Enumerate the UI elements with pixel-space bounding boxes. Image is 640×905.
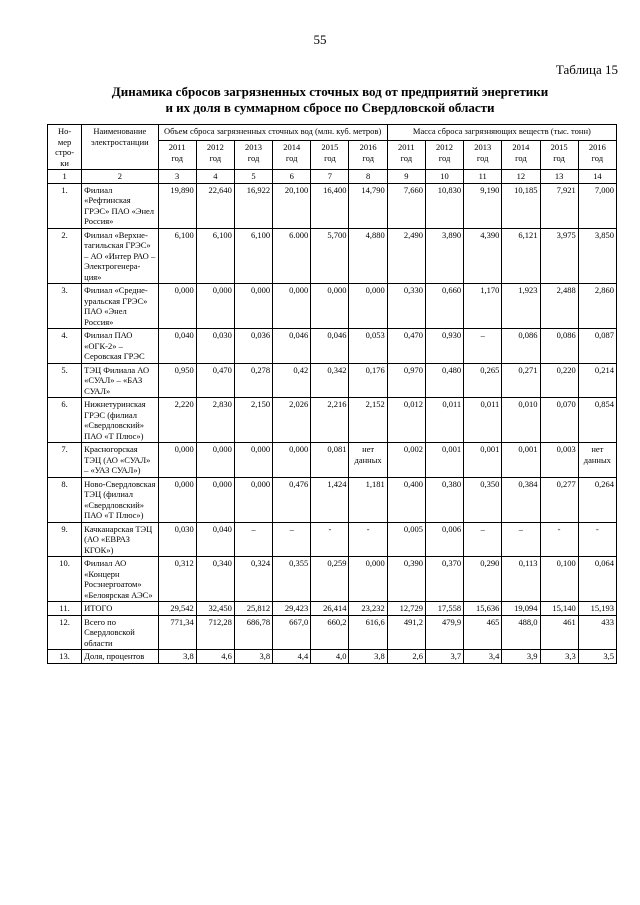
value-cell: 0,036	[234, 329, 272, 364]
value-cell: 4,0	[311, 650, 349, 664]
value-cell: 0,000	[158, 284, 196, 329]
value-cell: 0,324	[234, 557, 272, 602]
station-name: Филиал «Верхне-тагильская ГРЭС» – АО «Интер РАО – Электрогенера-ция»	[82, 228, 158, 284]
value-cell: 0,000	[273, 443, 311, 478]
value-cell: 465	[464, 615, 502, 650]
column-index-row	[48, 170, 617, 184]
value-cell: 0,277	[540, 477, 578, 522]
value-cell: 7,921	[540, 183, 578, 228]
column-index: 13	[540, 170, 578, 184]
station-name: ТЭЦ Филиала АО «СУАЛ» – «БАЗ СУАЛ»	[82, 363, 158, 398]
column-index: 11	[464, 170, 502, 184]
value-cell: 0,278	[234, 363, 272, 398]
value-cell: 0,384	[502, 477, 540, 522]
station-name: Ново-Свердловская ТЭЦ (филиал «Свердловский» ПАО «Т Плюс»)	[82, 477, 158, 522]
row-number: 2.	[48, 228, 82, 284]
value-cell: 0,030	[196, 329, 234, 364]
value-cell: 0,42	[273, 363, 311, 398]
value-cell: 0,010	[502, 398, 540, 443]
value-cell: 488,0	[502, 615, 540, 650]
header-year: 2015 год	[540, 141, 578, 170]
value-cell: 0,001	[425, 443, 463, 478]
value-cell: 6.000	[273, 228, 311, 284]
table-row	[48, 615, 617, 650]
value-cell: -	[540, 522, 578, 557]
value-cell: 0,000	[234, 443, 272, 478]
value-cell: 3,7	[425, 650, 463, 664]
value-cell: 0,070	[540, 398, 578, 443]
station-name: Филиал ПАО «ОГК-2» – Серовская ГРЭС	[82, 329, 158, 364]
value-cell: 0,355	[273, 557, 311, 602]
value-cell: 1,424	[311, 477, 349, 522]
station-name: Доля, процентов	[82, 650, 158, 664]
page-number: 55	[313, 32, 327, 47]
header-year: 2016 год	[578, 141, 616, 170]
value-cell: 15,140	[540, 602, 578, 616]
station-name: Филиал «Рефтинская ГРЭС» ПАО «Энел Россия»	[82, 183, 158, 228]
column-index: 8	[349, 170, 387, 184]
row-number: 10.	[48, 557, 82, 602]
column-index: 12	[502, 170, 540, 184]
value-cell: 0,086	[502, 329, 540, 364]
value-cell: –	[234, 522, 272, 557]
column-index: 2	[82, 170, 158, 184]
table-row	[48, 650, 617, 664]
value-cell: -	[311, 522, 349, 557]
table-title	[40, 84, 620, 116]
value-cell: 0,265	[464, 363, 502, 398]
value-cell: 29,542	[158, 602, 196, 616]
table-row	[48, 228, 617, 284]
value-cell: 22,640	[196, 183, 234, 228]
row-number: 13.	[48, 650, 82, 664]
value-cell: 0,011	[464, 398, 502, 443]
value-cell: –	[502, 522, 540, 557]
value-cell: 2,6	[387, 650, 425, 664]
value-cell: 0,064	[578, 557, 616, 602]
value-cell: 461	[540, 615, 578, 650]
value-cell: –	[464, 522, 502, 557]
value-cell: 6,100	[158, 228, 196, 284]
value-cell: 479,9	[425, 615, 463, 650]
value-cell: -	[578, 522, 616, 557]
value-cell: 3,890	[425, 228, 463, 284]
header-year: 2011 год	[387, 141, 425, 170]
station-name: ИТОГО	[82, 602, 158, 616]
value-cell: 433	[578, 615, 616, 650]
value-cell: 19,890	[158, 183, 196, 228]
table-row	[48, 602, 617, 616]
value-cell: 0,002	[387, 443, 425, 478]
value-cell: 15,193	[578, 602, 616, 616]
row-number: 7.	[48, 443, 82, 478]
value-cell: 0,350	[464, 477, 502, 522]
header-year: 2013 год	[234, 141, 272, 170]
value-cell: 0,000	[349, 557, 387, 602]
value-cell: 26,414	[311, 602, 349, 616]
table-row	[48, 398, 617, 443]
table-row	[48, 443, 617, 478]
value-cell: 2,152	[349, 398, 387, 443]
value-cell: 0,390	[387, 557, 425, 602]
value-cell: 6,100	[234, 228, 272, 284]
value-cell: 0,030	[158, 522, 196, 557]
value-cell: 0,046	[273, 329, 311, 364]
table-row	[48, 522, 617, 557]
value-cell: 0,400	[387, 477, 425, 522]
emissions-table	[47, 124, 617, 664]
value-cell: 0,001	[464, 443, 502, 478]
value-cell: 0,000	[196, 284, 234, 329]
value-cell: 616,6	[349, 615, 387, 650]
column-index: 4	[196, 170, 234, 184]
value-cell: 1,170	[464, 284, 502, 329]
value-cell: 3,9	[502, 650, 540, 664]
value-cell: 0,854	[578, 398, 616, 443]
value-cell: 3,5	[578, 650, 616, 664]
column-index: 9	[387, 170, 425, 184]
value-cell: 4,4	[273, 650, 311, 664]
value-cell: 0,950	[158, 363, 196, 398]
value-cell: 0,470	[196, 363, 234, 398]
value-cell: 29,423	[273, 602, 311, 616]
value-cell: 14,790	[349, 183, 387, 228]
value-cell: 0,012	[387, 398, 425, 443]
column-index: 1	[48, 170, 82, 184]
table-row	[48, 477, 617, 522]
row-number: 6.	[48, 398, 82, 443]
value-cell: 3,3	[540, 650, 578, 664]
value-cell: 0,312	[158, 557, 196, 602]
value-cell: 0,970	[387, 363, 425, 398]
value-cell: 2,216	[311, 398, 349, 443]
value-cell: 17,558	[425, 602, 463, 616]
row-number: 9.	[48, 522, 82, 557]
value-cell: 0,470	[387, 329, 425, 364]
value-cell: 0,264	[578, 477, 616, 522]
value-cell: 1,923	[502, 284, 540, 329]
value-cell: 0,087	[578, 329, 616, 364]
value-cell: 16,922	[234, 183, 272, 228]
value-cell: 0,000	[158, 477, 196, 522]
value-cell: 0,480	[425, 363, 463, 398]
value-cell: 0,290	[464, 557, 502, 602]
value-cell: 0,930	[425, 329, 463, 364]
row-number: 3.	[48, 284, 82, 329]
value-cell: нет данных	[349, 443, 387, 478]
value-cell: 0,176	[349, 363, 387, 398]
value-cell: 1,181	[349, 477, 387, 522]
value-cell: 0,006	[425, 522, 463, 557]
value-cell: 491,2	[387, 615, 425, 650]
value-cell: 3,8	[234, 650, 272, 664]
value-cell: 7,660	[387, 183, 425, 228]
value-cell: 0,003	[540, 443, 578, 478]
value-cell: 0,380	[425, 477, 463, 522]
column-index: 3	[158, 170, 196, 184]
station-name: Филиал «Средне-уральская ГРЭС» ПАО «Энел Россия»	[82, 284, 158, 329]
value-cell: –	[464, 329, 502, 364]
title-line-1: Динамика сбросов загрязненных сточных вод от предприятий энергетики	[111, 84, 549, 99]
value-cell: 2,490	[387, 228, 425, 284]
column-index: 7	[311, 170, 349, 184]
row-number: 1.	[48, 183, 82, 228]
station-name: Качканарская ТЭЦ (АО «ЕВРАЗ КГОК»)	[82, 522, 158, 557]
value-cell: 3,975	[540, 228, 578, 284]
header-station-name: Наименование электростанции	[82, 125, 158, 170]
header-year: 2011 год	[158, 141, 196, 170]
value-cell: 16,400	[311, 183, 349, 228]
value-cell: -	[349, 522, 387, 557]
station-name: Нижнетуринская ГРЭС (филиал «Свердловский» ПАО «Т Плюс»)	[82, 398, 158, 443]
value-cell: 6,100	[196, 228, 234, 284]
column-index: 5	[234, 170, 272, 184]
header-year: 2015 год	[311, 141, 349, 170]
value-cell: 0,113	[502, 557, 540, 602]
value-cell: 10,830	[425, 183, 463, 228]
column-index: 10	[425, 170, 463, 184]
value-cell: 0,000	[196, 443, 234, 478]
value-cell: 0,259	[311, 557, 349, 602]
column-index: 6	[273, 170, 311, 184]
station-name: Всего по Свердловской области	[82, 615, 158, 650]
value-cell: нет данных	[578, 443, 616, 478]
header-year: 2014 год	[273, 141, 311, 170]
header-row	[48, 125, 617, 141]
table-label: Таблица 15	[555, 62, 618, 77]
row-number: 8.	[48, 477, 82, 522]
value-cell: 686,78	[234, 615, 272, 650]
row-number: 12.	[48, 615, 82, 650]
value-cell: 0,000	[273, 284, 311, 329]
value-cell: 0,011	[425, 398, 463, 443]
header-year: 2012 год	[196, 141, 234, 170]
value-cell: 3,4	[464, 650, 502, 664]
value-cell: 25,812	[234, 602, 272, 616]
value-cell: 2,220	[158, 398, 196, 443]
value-cell: 5,700	[311, 228, 349, 284]
value-cell: 2,830	[196, 398, 234, 443]
value-cell: 0,330	[387, 284, 425, 329]
value-cell: 4,6	[196, 650, 234, 664]
value-cell: 12,729	[387, 602, 425, 616]
value-cell: 0,000	[196, 477, 234, 522]
value-cell: 23,232	[349, 602, 387, 616]
row-number: 11.	[48, 602, 82, 616]
value-cell: 0,005	[387, 522, 425, 557]
value-cell: 3,850	[578, 228, 616, 284]
value-cell: 32,450	[196, 602, 234, 616]
value-cell: 0,046	[311, 329, 349, 364]
value-cell: 0,100	[540, 557, 578, 602]
title-line-2: и их доля в суммарном сбросе по Свердловской области	[165, 100, 495, 115]
header-year: 2014 год	[502, 141, 540, 170]
value-cell: 0,001	[502, 443, 540, 478]
table-row	[48, 284, 617, 329]
value-cell: 0,040	[196, 522, 234, 557]
value-cell: 0,040	[158, 329, 196, 364]
value-cell: 0,053	[349, 329, 387, 364]
station-name: Красногорская ТЭЦ (АО «СУАЛ» – «УАЗ СУАЛ»)	[82, 443, 158, 478]
value-cell: 0,000	[349, 284, 387, 329]
table-row	[48, 557, 617, 602]
value-cell: 3,8	[349, 650, 387, 664]
row-number: 4.	[48, 329, 82, 364]
value-cell: 0,370	[425, 557, 463, 602]
value-cell: 0,000	[234, 284, 272, 329]
value-cell: 19,094	[502, 602, 540, 616]
header-mass: Масса сброса загрязняющих веществ (тыс. тонн)	[387, 125, 616, 141]
value-cell: 0,220	[540, 363, 578, 398]
value-cell: 2,860	[578, 284, 616, 329]
header-year: 2016 год	[349, 141, 387, 170]
value-cell: 0,476	[273, 477, 311, 522]
value-cell: 0,214	[578, 363, 616, 398]
value-cell: 0,086	[540, 329, 578, 364]
value-cell: 2,488	[540, 284, 578, 329]
station-name: Филиал АО «Концерн Росэнергоатом» «Белоярская АЭС»	[82, 557, 158, 602]
header-year: 2013 год	[464, 141, 502, 170]
value-cell: 4,880	[349, 228, 387, 284]
value-cell: 0,342	[311, 363, 349, 398]
table-row	[48, 183, 617, 228]
value-cell: 2,150	[234, 398, 272, 443]
value-cell: 10,185	[502, 183, 540, 228]
value-cell: 0,340	[196, 557, 234, 602]
table-row	[48, 329, 617, 364]
value-cell: 0,660	[425, 284, 463, 329]
value-cell: 0,081	[311, 443, 349, 478]
header-row-number: Но- мер стро- ки	[48, 125, 82, 170]
value-cell: 20,100	[273, 183, 311, 228]
value-cell: 0,000	[158, 443, 196, 478]
value-cell: –	[273, 522, 311, 557]
value-cell: 0,000	[311, 284, 349, 329]
value-cell: 667,0	[273, 615, 311, 650]
value-cell: 3,8	[158, 650, 196, 664]
table-row	[48, 363, 617, 398]
column-index: 14	[578, 170, 616, 184]
row-number: 5.	[48, 363, 82, 398]
value-cell: 2,026	[273, 398, 311, 443]
header-year: 2012 год	[425, 141, 463, 170]
value-cell: 4,390	[464, 228, 502, 284]
value-cell: 7,000	[578, 183, 616, 228]
value-cell: 0,000	[234, 477, 272, 522]
value-cell: 0,271	[502, 363, 540, 398]
value-cell: 9,190	[464, 183, 502, 228]
value-cell: 771,34	[158, 615, 196, 650]
header-volume: Объем сброса загрязненных сточных вод (млн. куб. метров)	[158, 125, 387, 141]
value-cell: 15,636	[464, 602, 502, 616]
value-cell: 660,2	[311, 615, 349, 650]
value-cell: 712,28	[196, 615, 234, 650]
value-cell: 6,121	[502, 228, 540, 284]
